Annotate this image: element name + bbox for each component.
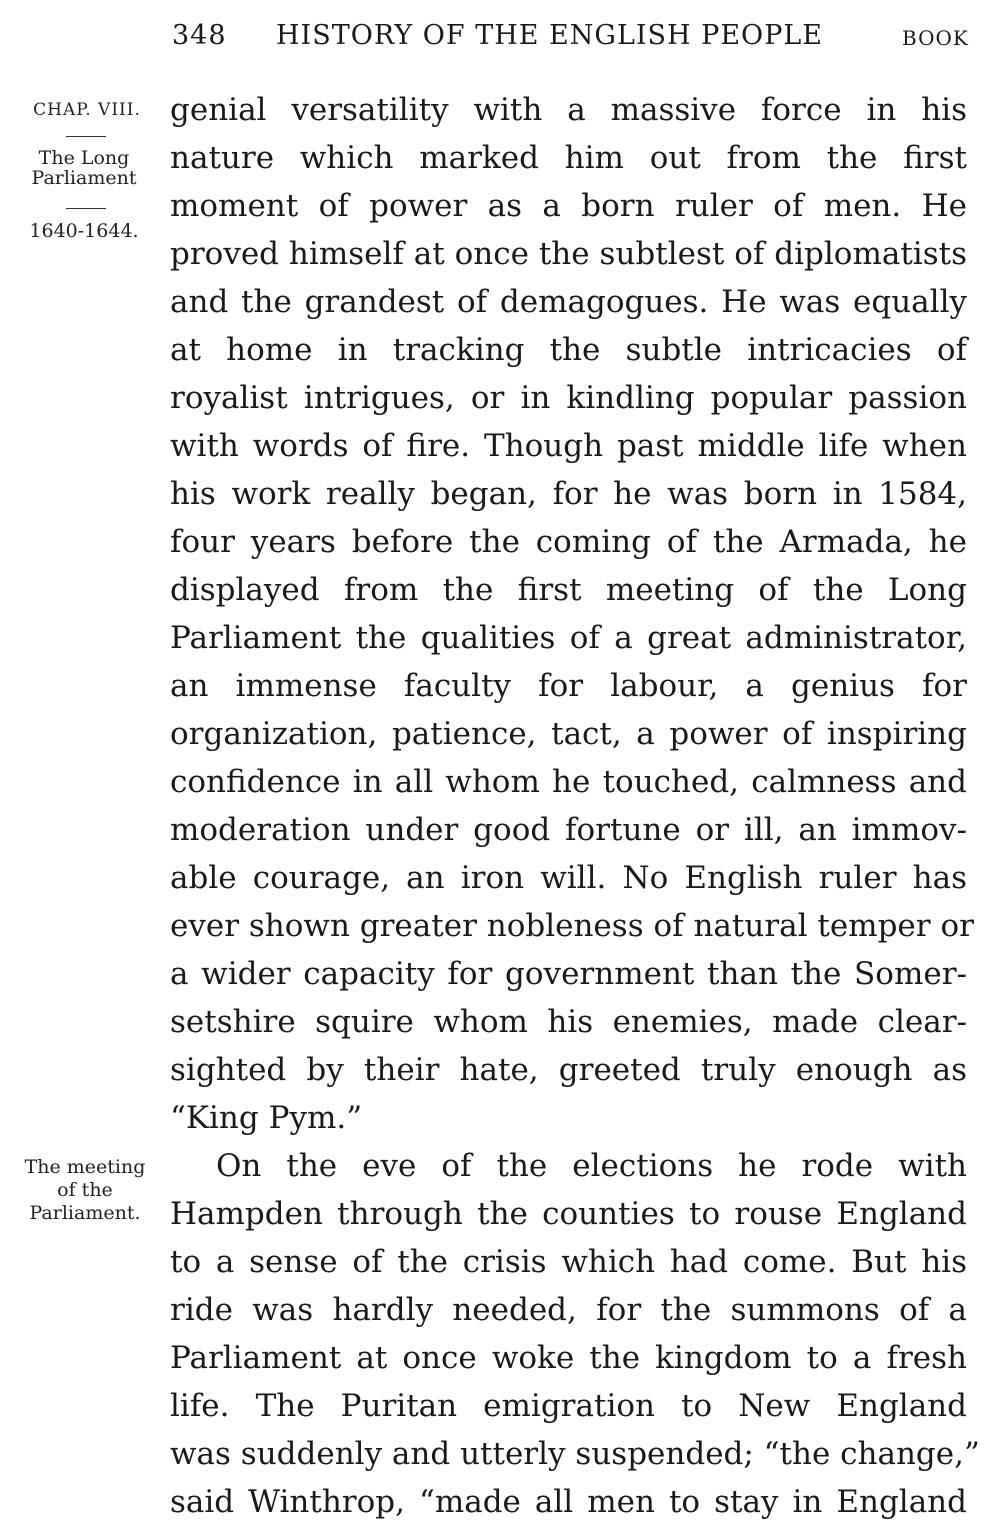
text-line: life. The Puritan emigration to New England [170,1388,967,1424]
text-line: was suddenly and utterly suspended; “the change,” [170,1436,980,1472]
text-line: ever shown greater nobleness of natural temper or [170,908,974,944]
page-number: 348 [172,20,227,51]
text-line: proved himself at once the subtlest of diplomatists [170,236,967,272]
text-line: to a sense of the crisis which had come. But his [170,1244,967,1280]
dates-sidenote: 1640-1644. [29,220,139,242]
running-header [0,16,1000,56]
text-line: an immense faculty for labour, a genius for [170,668,967,704]
meeting-line: of the [57,1179,113,1201]
text-line: setshire squire whom his enemies, made clear- [170,1004,967,1040]
text-line: Hampden through the counties to rouse England [170,1196,967,1232]
text-line: able courage, an iron will. No English ruler has [170,860,967,896]
text-line: moderation under good fortune or ill, an immov- [170,812,967,848]
text-line: and the grandest of demagogues. He was equally [170,284,967,320]
text-line: Parliament the qualities of a great administrator, [170,620,967,656]
text-line: nature which marked him out from the first [170,140,967,176]
text-line: said Winthrop, “made all men to stay in England [170,1484,967,1520]
text-line: his work really began, for he was born in 1584, [170,476,967,512]
text-line: royalist intrigues, or in kindling popular passion [170,380,967,416]
text-line: Parliament at once woke the kingdom to a fresh [170,1340,967,1376]
running-title: HISTORY OF THE ENGLISH PEOPLE [276,20,823,51]
book-label: BOOK [902,26,969,50]
chapter-sidenote: CHAP. VIII. [33,100,141,120]
meeting-line: Parliament. [29,1202,141,1224]
text-line: genial versatility with a massive force in his [170,92,967,128]
topic-line: Parliament [31,167,137,189]
text-line: a wider capacity for government than the Somer- [170,956,967,992]
topic-sidenote [14,148,154,188]
topic-line: The Long [38,147,130,169]
text-line: at home in tracking the subtle intricacies of [170,332,967,368]
text-line: confidence in all whom he touched, calmness and [170,764,967,800]
text-line: with words of fire. Though past middle life when [170,428,967,464]
text-line: four years before the coming of the Armada, he [170,524,967,560]
meeting-line: The meeting [24,1156,146,1178]
text-line: On the eve of the elections he rode with [216,1148,967,1184]
text-line: sighted by their hate, greeted truly enough as [170,1052,967,1088]
sidenote-divider [66,208,106,209]
text-line: “King Pym.” [170,1100,363,1136]
sidenote-divider [66,136,106,137]
meeting-sidenote [10,1156,160,1225]
text-line: moment of power as a born ruler of men. He [170,188,967,224]
text-line: displayed from the first meeting of the Long [170,572,967,608]
text-line: ride was hardly needed, for the summons of a [170,1292,967,1328]
text-line: organization, patience, tact, a power of inspiring [170,716,967,752]
